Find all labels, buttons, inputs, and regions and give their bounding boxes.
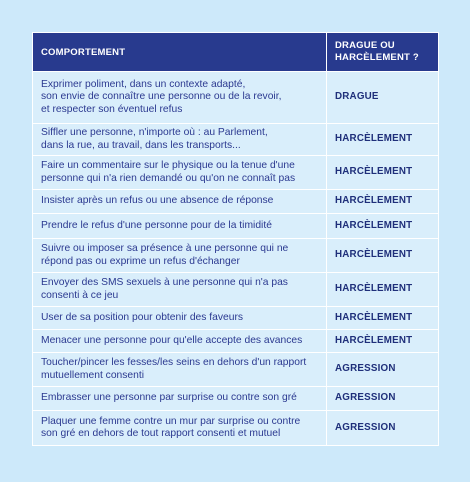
verdict-cell: AGRESSION xyxy=(327,411,439,446)
verdict-cell: HARCÈLEMENT xyxy=(327,330,439,353)
header-behavior: COMPORTEMENT xyxy=(33,33,327,72)
table-row xyxy=(33,330,439,353)
behavior-cell xyxy=(33,387,327,411)
behavior-cell xyxy=(33,353,327,387)
behavior-text-line: Menacer une personne pour qu'elle accepte des avances xyxy=(41,334,303,346)
behavior-text-line: personne qui n'a rien demandé ou qu'on ne connaît pas xyxy=(41,172,296,184)
table-row xyxy=(33,239,439,273)
table-row xyxy=(33,273,439,307)
behavior-cell xyxy=(33,156,327,190)
behavior-cell xyxy=(33,214,327,239)
behavior-cell xyxy=(33,190,327,214)
table-row xyxy=(33,411,439,446)
header-verdict-line2: HARCÈLEMENT ? xyxy=(335,52,419,63)
behavior-text-line: répond pas ou exprime un refus d'échanger xyxy=(41,255,240,267)
table-row xyxy=(33,353,439,387)
verdict-cell: HARCÈLEMENT xyxy=(327,190,439,214)
behavior-text-line: Prendre le refus d'une personne pour de la timidité xyxy=(41,219,272,231)
verdict-cell: HARCÈLEMENT xyxy=(327,124,439,156)
table-row xyxy=(33,190,439,214)
verdict-cell: DRAGUE xyxy=(327,72,439,124)
behavior-text-line: son gré en dehors de tout rapport consenti et mutuel xyxy=(41,428,281,439)
verdict-cell: HARCÈLEMENT xyxy=(327,156,439,190)
behavior-text-line: Siffler une personne, n'importe où : au Parlement, xyxy=(41,127,268,138)
behavior-text-line: consenti à ce jeu xyxy=(41,289,119,301)
behavior-cell xyxy=(33,72,327,124)
table-row xyxy=(33,124,439,156)
behavior-text-line: mutuellement consenti xyxy=(41,369,145,381)
table-row xyxy=(33,214,439,239)
table-row xyxy=(33,72,439,124)
behavior-text-line: Envoyer des SMS sexuels à une personne qui n'a pas xyxy=(41,277,288,288)
table-row xyxy=(33,387,439,411)
behavior-text-line: Embrasser une personne par surprise ou contre son gré xyxy=(41,392,297,404)
verdict-cell: HARCÈLEMENT xyxy=(327,214,439,239)
verdict-cell: HARCÈLEMENT xyxy=(327,307,439,330)
behavior-text-line: Suivre ou imposer sa présence à une personne qui ne xyxy=(41,243,289,254)
behavior-cell xyxy=(33,330,327,353)
behavior-text-line: Plaquer une femme contre un mur par surprise ou contre xyxy=(41,415,301,427)
behavior-cell xyxy=(33,239,327,273)
behavior-table-container xyxy=(32,32,438,446)
verdict-cell: HARCÈLEMENT xyxy=(327,273,439,307)
behavior-text-line: Toucher/pincer les fesses/les seins en dehors d'un rapport xyxy=(41,357,307,368)
behavior-text-line: son envie de connaître une personne ou de la revoir, xyxy=(41,91,282,103)
behavior-cell xyxy=(33,124,327,156)
header-verdict-line1: DRAGUE OU xyxy=(335,40,395,51)
table-row xyxy=(33,156,439,190)
behavior-text-line: et respecter son éventuel refus xyxy=(41,103,183,115)
verdict-cell: AGRESSION xyxy=(327,353,439,387)
behavior-text-line: Faire un commentaire sur le physique ou la tenue d'une xyxy=(41,160,295,171)
header-verdict xyxy=(327,33,439,72)
table-header-row xyxy=(33,33,439,72)
behavior-text-line: Exprimer poliment, dans un contexte adapté, xyxy=(41,78,246,90)
behavior-cell xyxy=(33,307,327,330)
behavior-cell xyxy=(33,273,327,307)
behavior-text-line: User de sa position pour obtenir des faveurs xyxy=(41,311,244,323)
behavior-text-line: dans la rue, au travail, dans les transports... xyxy=(41,139,241,151)
verdict-cell: HARCÈLEMENT xyxy=(327,239,439,273)
table-row xyxy=(33,307,439,330)
behavior-text-line: Insister après un refus ou une absence de réponse xyxy=(41,195,274,207)
behavior-table xyxy=(32,32,439,446)
behavior-cell xyxy=(33,411,327,446)
verdict-cell: AGRESSION xyxy=(327,387,439,411)
